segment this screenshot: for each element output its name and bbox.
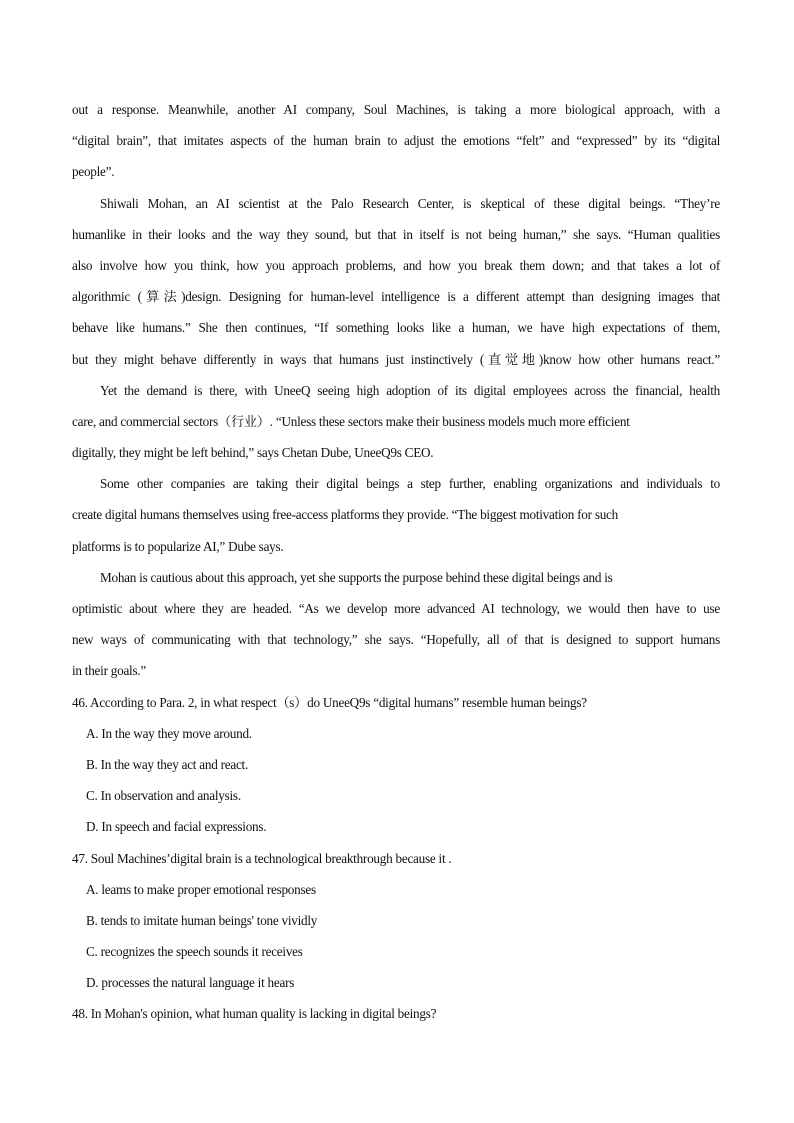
answer-option: A. In the way they move around. bbox=[86, 725, 252, 741]
article-body bbox=[72, 97, 720, 690]
answer-option: C. In observation and analysis. bbox=[86, 788, 241, 804]
question-48 bbox=[72, 1001, 720, 1032]
article-line: but they might behave differently in ways that humans just instinctively (直觉地)know how other humans react.” bbox=[72, 351, 720, 367]
article-line: algorithmic (算法)design. Designing for human-level intelligence is a different attempt than designing images that bbox=[72, 289, 720, 305]
document-page bbox=[72, 97, 720, 1033]
article-line: platforms is to popularize AI,” Dube says. bbox=[72, 538, 284, 554]
question-stem: 47. Soul Machines’digital brain is a technological breakthrough because it . bbox=[72, 850, 452, 866]
article-line: digitally, they might be left behind,” says Chetan Dube, UneeQ9s CEO. bbox=[72, 445, 434, 461]
article-line: Yet the demand is there, with UneeQ seeing high adoption of its digital employees across the financial, health bbox=[100, 382, 720, 398]
article-line: new ways of communicating with that technology,” she says. “Hopefully, all of that is designed to support humans bbox=[72, 632, 720, 648]
answer-option: D. processes the natural language it hears bbox=[86, 975, 295, 991]
answer-option: D. In speech and facial expressions. bbox=[86, 819, 267, 835]
answer-option: B. tends to imitate human beings' tone vividly bbox=[86, 912, 318, 928]
article-line: in their goals.” bbox=[72, 663, 147, 679]
answer-option: A. leams to make proper emotional responses bbox=[86, 881, 316, 897]
question-46 bbox=[72, 690, 720, 846]
answer-option: C. recognizes the speech sounds it receives bbox=[86, 944, 303, 960]
question-stem: 48. In Mohan's opinion, what human quality is lacking in digital beings? bbox=[72, 1006, 437, 1022]
article-line: humanlike in their looks and the way they sound, but that in itself is not being human,” she says. “Human qualities bbox=[72, 226, 720, 242]
article-line: people”. bbox=[72, 164, 115, 180]
question-47 bbox=[72, 846, 720, 1002]
answer-option: B. In the way they act and react. bbox=[86, 756, 249, 772]
article-line: create digital humans themselves using free-access platforms they provide. “The biggest motivation for such bbox=[72, 507, 618, 523]
article-line: out a response. Meanwhile, another AI company, Soul Machines, is taking a more biological approach, with a bbox=[72, 102, 720, 117]
question-stem: 46. According to Para. 2, in what respect（s）do UneeQ9s “digital humans” resemble human beings? bbox=[72, 694, 587, 710]
article-line: “digital brain”, that imitates aspects of the human brain to adjust the emotions “felt” and “expressed” by its “digital bbox=[72, 133, 720, 149]
article-line: Some other companies are taking their digital beings a step further, enabling organizations and individuals to bbox=[100, 476, 720, 492]
article-line: also involve how you think, how you approach problems, and how you break them down; and that takes a lot of bbox=[72, 257, 720, 273]
article-line: Shiwali Mohan, an AI scientist at the Palo Research Center, is skeptical of these digital beings. “They’re bbox=[100, 195, 720, 211]
article-line: care, and commercial sectors（行业）. “Unless these sectors make their business models much more efficient bbox=[72, 413, 630, 429]
article-line: optimistic about where they are headed. “As we develop more advanced AI technology, we would then have to use bbox=[72, 601, 720, 616]
article-line: behave like humans.” She then continues, “If something looks like a human, we have high expectations of them, bbox=[72, 320, 720, 336]
article-line: Mohan is cautious about this approach, yet she supports the purpose behind these digital beings and is bbox=[100, 569, 613, 585]
